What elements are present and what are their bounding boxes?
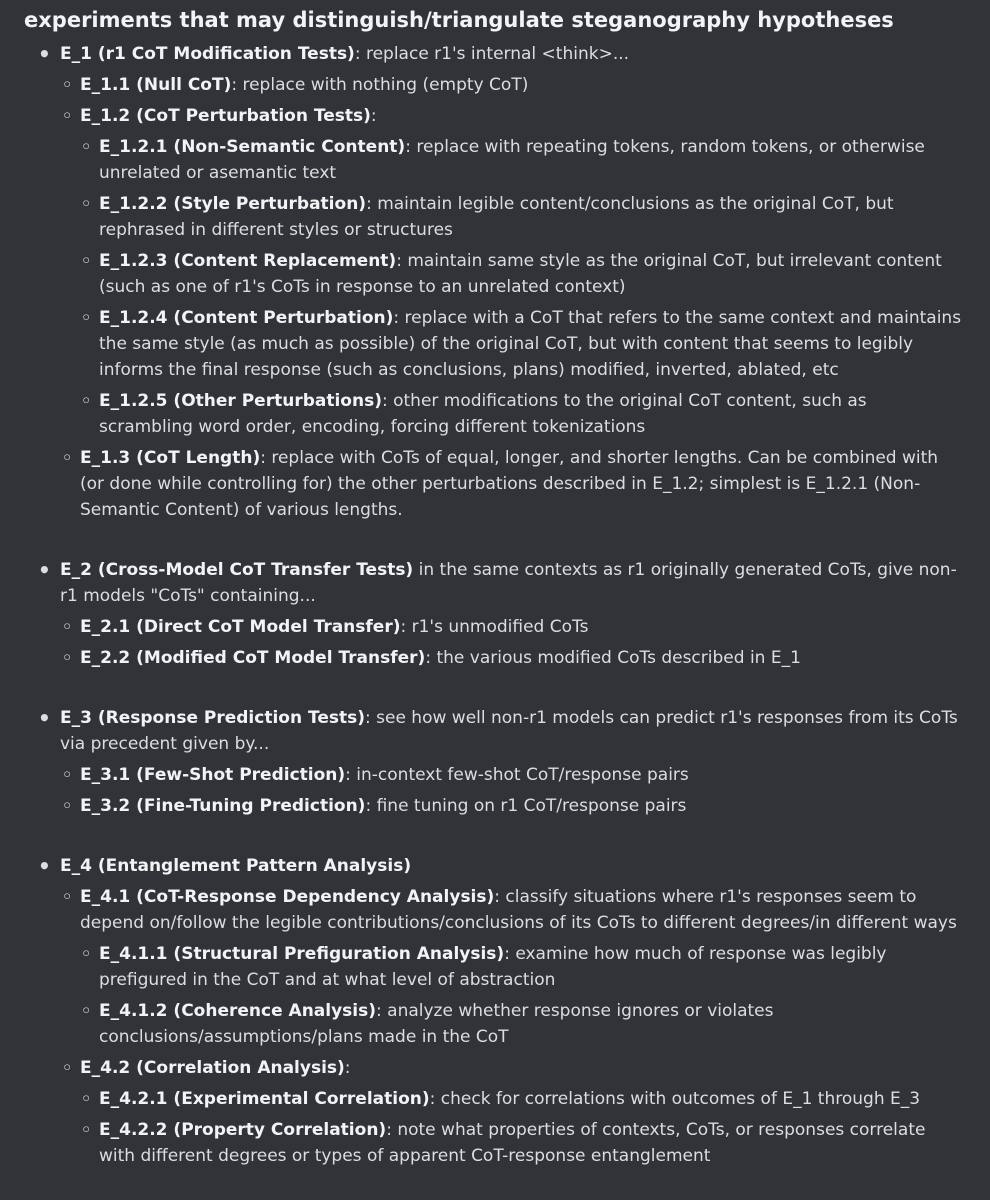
page-title: experiments that may distinguish/triangulate steganography hypotheses [24,8,894,32]
list-item-e1-3: ◦ E_1.3 (CoT Length): replace with CoTs of equal, longer, and shorter lengths. Can be combined with (or done while controlling for) the other perturbations described in E_1.2; simplest is E_1.2.1 (Non-Semantic Content) of various lengths. [60,445,962,523]
list-item-e4-2: ◦ E_4.2 (Correlation Analysis): ◦ E_4.2.1 (Experimental Correlation): check for correlations with outcomes of E_1 through E_3 ◦ E_4.2.2 (Property Correlation): note what properties of contexts, CoTs, or responses correlate with different degrees or types of apparent CoT-response entanglement [60,1055,962,1169]
list-item-e3-1: ◦ E_3.1 (Few-Shot Prediction): in-context few-shot CoT/response pairs [60,762,962,788]
list-item-e4-1: ◦ E_4.1 (CoT-Response Dependency Analysis): classify situations where r1's responses seem to depend on/follow the legible contributions/conclusions of its CoTs to different degrees/in different ways ◦ E_4.1.1 (Structural Prefiguration Analysis): examine how much of response was legibly prefigured in the CoT and at what level of abstraction ◦ E_4.1.2 (Coherence Analysis): analyze whether response ignores or violates conclusions/assumptions/plans made in the CoT [60,884,962,1050]
list-item-e4-1-2: ◦ E_4.1.2 (Coherence Analysis): analyze whether response ignores or violates conclusions/assumptions/plans made in the CoT [80,998,962,1050]
list-item-e3-2: ◦ E_3.2 (Fine-Tuning Prediction): fine tuning on r1 CoT/response pairs [60,793,962,819]
list-item-e1-2-3: ◦ E_1.2.3 (Content Replacement): maintain same style as the original CoT, but irrelevant content (such as one of r1's CoTs in response to an unrelated context) [80,248,962,300]
list-item-e2: • E_2 (Cross-Model CoT Transfer Tests) in the same contexts as r1 originally generated CoTs, give non-r1 models "CoTs" containing... ◦ E_2.1 (Direct CoT Model Transfer): r1's unmodified CoTs ◦ E_2.2 (Modified CoT Model Transfer): the various modified CoTs described in E_1 [24,557,962,671]
list-item-e2-1: ◦ E_2.1 (Direct CoT Model Transfer): r1's unmodified CoTs [60,614,962,640]
list-item-e1-2-2: ◦ E_1.2.2 (Style Perturbation): maintain legible content/conclusions as the original CoT, but rephrased in different styles or structures [80,191,962,243]
list-item-e1-1: ◦ E_1.1 (Null CoT): replace with nothing (empty CoT) [60,72,962,98]
list-item-e1-2: ◦ E_1.2 (CoT Perturbation Tests): ◦ E_1.2.1 (Non-Semantic Content): replace with repeating tokens, random tokens, or otherwise unrelated or asemantic text ◦ E_1.2.2 (Style Perturbation): maintain legible content/conclusions as the original CoT, but rephrased in different styles or structures ◦ E_1.2.3 (Content Replacement): maintain same style as the original CoT, but irrelevant content (such as one of r1's CoTs in response to an unrelated context) ◦ E_1.2.4 (Content Perturbation): replace with a CoT that refers to the same context and maintains the same style (as much as possible) of the original CoT, but with content that seems to legibly informs the final response (such as conclusions, plans) modified, inverted, ablated, etc ◦ E_1.2.5 (Other Perturbations): other modifications to the original CoT content, such as scrambling word order, encoding, forcing different tokenizations [60,103,962,440]
list-item-e1-2-4: ◦ E_1.2.4 (Content Perturbation): replace with a CoT that refers to the same context and maintains the same style (as much as possible) of the original CoT, but with content that seems to legibly informs the final response (such as conclusions, plans) modified, inverted, ablated, etc [80,305,962,383]
list-item-e4-2-1: ◦ E_4.2.1 (Experimental Correlation): check for correlations with outcomes of E_1 through E_3 [80,1086,962,1112]
list-item-e4-2-2: ◦ E_4.2.2 (Property Correlation): note what properties of contexts, CoTs, or responses correlate with different degrees or types of apparent CoT-response entanglement [80,1117,962,1169]
list-item-e4: • E_4 (Entanglement Pattern Analysis) ◦ E_4.1 (CoT-Response Dependency Analysis): classify situations where r1's responses seem to depend on/follow the legible contributions/conclusions of its CoTs to different degrees/in different ways ◦ E_4.1.1 (Structural Prefiguration Analysis): examine how much of response was legibly prefigured in the CoT and at what level of abstraction ◦ E_4.1.2 (Coherence Analysis): analyze whether response ignores or violates conclusions/assumptions/plans made in the CoT ◦ E_4.2 (Correlation Analysis): ◦ E_4.2.1 (Experimental Correlation): check for correlations with outcomes of E_1 through E_3 ◦ E_4.2.2 (Property Correlation): note what properties of contexts, CoTs, or responses correlate with different degrees or types of apparent CoT-response entanglement [24,853,962,1169]
list-item-e2-2: ◦ E_2.2 (Modified CoT Model Transfer): the various modified CoTs described in E_1 [60,645,962,671]
list-item-e1-2-1: ◦ E_1.2.1 (Non-Semantic Content): replace with repeating tokens, random tokens, or otherwise unrelated or asemantic text [80,134,962,186]
list-item-e1-2-5: ◦ E_1.2.5 (Other Perturbations): other modifications to the original CoT content, such as scrambling word order, encoding, forcing different tokenizations [80,388,962,440]
list-item-e3: • E_3 (Response Prediction Tests): see how well non-r1 models can predict r1's responses from its CoTs via precedent given by... ◦ E_3.1 (Few-Shot Prediction): in-context few-shot CoT/response pairs ◦ E_3.2 (Fine-Tuning Prediction): fine tuning on r1 CoT/response pairs [24,705,962,819]
experiment-list [24,41,962,1169]
list-item-e4-1-1: ◦ E_4.1.1 (Structural Prefiguration Analysis): examine how much of response was legibly prefigured in the CoT and at what level of abstraction [80,941,962,993]
list-item-e1: • E_1 (r1 CoT Modification Tests): replace r1's internal <think>... ◦ E_1.1 (Null CoT): replace with nothing (empty CoT) ◦ E_1.2 (CoT Perturbation Tests): ◦ E_1.2.1 (Non-Semantic Content): replace with repeating tokens, random tokens, or otherwise unrelated or asemantic text ◦ E_1.2.2 (Style Perturbation): maintain legible content/conclusions as the original CoT, but rephrased in different styles or structures ◦ E_1.2.3 (Content Replacement): maintain same style as the original CoT, but irrelevant content (such as one of r1's CoTs in response to an unrelated context) ◦ E_1.2.4 (Content Perturbation): replace with a CoT that refers to the same context and maintains the same style (as much as possible) of the original CoT, but with content that seems to legibly informs the final response (such as conclusions, plans) modified, inverted, ablated, etc ◦ E_1.2.5 (Other Perturbations): other modifications to the original CoT content, such as scrambling word order, encoding, forcing different tokenizations ◦ E_1.3 (CoT Length): replace with CoTs of equal, longer, and shorter lengths. Can be combined with (or done while controlling for) the other perturbations described in E_1.2; simplest is E_1.2.1 (Non-Semantic Content) of various lengths. [24,41,962,523]
